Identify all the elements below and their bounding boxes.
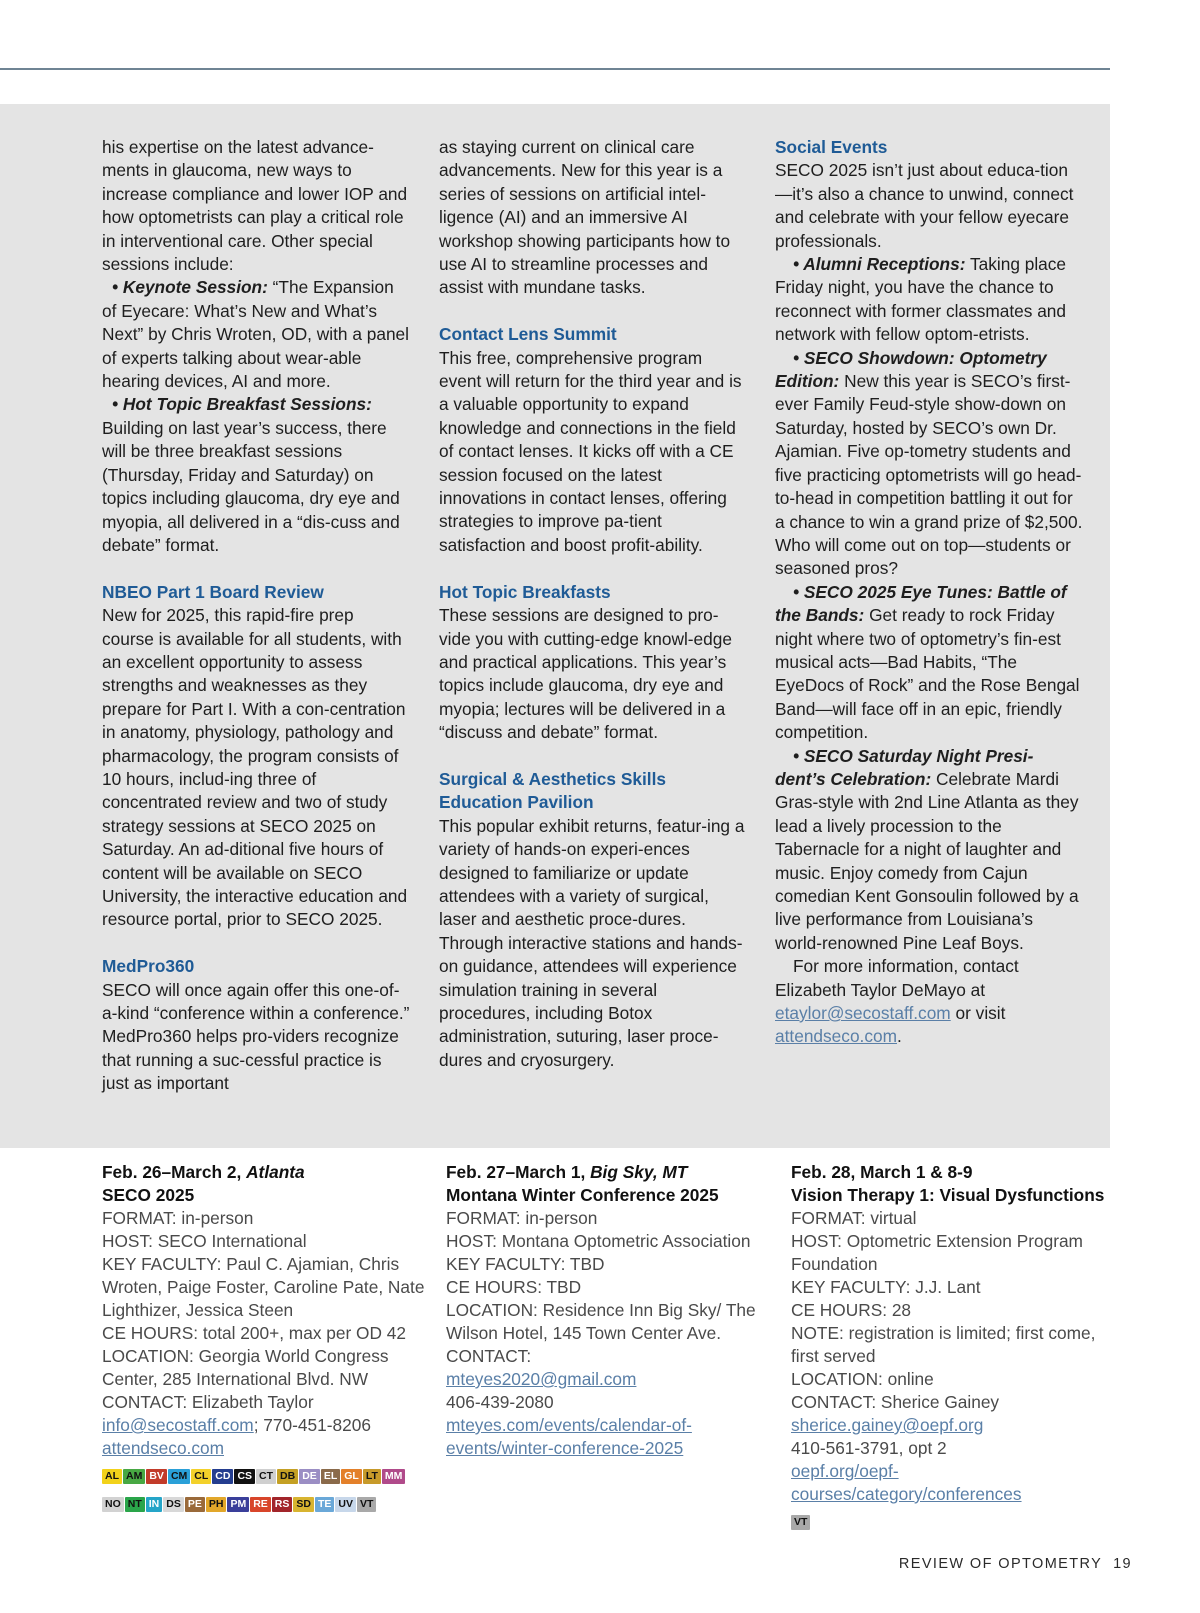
event-date: Feb. 28, March 1 & 8-9 [791, 1162, 973, 1182]
keynote-text: “The Expansion of Eyecare: What’s New and What’s Next” by Chris Wroten, OD, with a panel of experts talking about wear-able hearing devices, AI and more. [102, 277, 410, 392]
article-column-1 [102, 136, 410, 1096]
specialty-badge-am: AM [123, 1469, 145, 1484]
specialty-badge-no: NO [102, 1497, 124, 1512]
hot-topic-paragraph: These sessions are designed to pro-vide you with cutting-edge knowl-edge and practical applications. This year’s topics include glaucoma, dry eye and myopia; lectures will be delivered in a “discuss and debate” format. [439, 605, 732, 743]
breakfast-lead: • Hot Topic Breakfast Sessions: [112, 394, 372, 415]
specialty-badge-cl: CL [191, 1469, 211, 1484]
event-ce-hours: CE HOURS: TBD [446, 1277, 582, 1297]
event-title: Montana Winter Conference 2025 [446, 1185, 719, 1205]
specialty-badge-db: DB [277, 1469, 298, 1484]
showdown-item [775, 347, 1083, 581]
specialty-badge-gl: GL [341, 1469, 362, 1484]
event-host: HOST: SECO International [102, 1231, 307, 1251]
event-place: Big Sky, MT [590, 1162, 688, 1182]
bands-item [775, 581, 1083, 745]
specialty-badges [102, 1462, 422, 1518]
event-site-link[interactable]: mteyes.com/events/calendar-of-events/winter-conference-2025 [446, 1415, 692, 1458]
event-host: HOST: Montana Optometric Association [446, 1231, 751, 1251]
event-host: HOST: Optometric Extension Program Foundation [791, 1231, 1083, 1274]
top-rule [0, 68, 1110, 70]
event-faculty: KEY FACULTY: TBD [446, 1254, 605, 1274]
event-location: LOCATION: Georgia World Congress Center, 285 International Blvd. NW [102, 1346, 389, 1389]
event-contact: CONTACT: Elizabeth Taylor [102, 1392, 314, 1412]
hot-topic-heading: Hot Topic Breakfasts [439, 581, 611, 602]
medpro-heading: MedPro360 [102, 956, 195, 977]
event-format: FORMAT: in-person [446, 1208, 598, 1228]
specialty-badge-vt: VT [357, 1497, 376, 1512]
medpro-paragraph: SECO will once again offer this one-of-a-kind “conference within a conference.” MedPro360 helps pro-viders recognize that running a suc-cessful practice is just as important [102, 979, 410, 1094]
article-column-3 [775, 136, 1083, 1049]
presidents-lead: • SECO Saturday Night Presi-dent’s Celebration: [775, 745, 1034, 789]
specialty-badge-pm: PM [227, 1497, 249, 1512]
info-text: For more information, contact Elizabeth Taylor DeMayo at [775, 956, 1019, 1000]
event-note: NOTE: registration is limited; first come, first served [791, 1323, 1096, 1366]
specialty-badge-sd: SD [293, 1497, 314, 1512]
specialty-badge-ct: CT [256, 1469, 276, 1484]
bands-lead: • SECO 2025 Eye Tunes: Battle of the Bands: [775, 581, 1067, 626]
event-phone: 410-561-3791, opt 2 [791, 1438, 947, 1458]
event-date [102, 1161, 432, 1184]
presidents-item [775, 745, 1083, 956]
event-site-link[interactable]: oepf.org/oepf-courses/category/conferences [791, 1461, 1022, 1504]
event-date [446, 1161, 776, 1184]
info-mid: or visit [950, 1003, 1006, 1024]
event-location: LOCATION: online [791, 1369, 934, 1389]
nbeo-heading: NBEO Part 1 Board Review [102, 581, 324, 602]
alumni-text: Taking place Friday night, you have the chance to reconnect with former classmates and network with fellow optom-etrists. [775, 254, 1067, 345]
event-format: FORMAT: in-person [102, 1208, 254, 1228]
breakfast-item [102, 393, 410, 557]
specialty-badge-bv: BV [146, 1469, 167, 1484]
specialty-badge-al: AL [102, 1469, 122, 1484]
event-ce-hours: CE HOURS: total 200+, max per OD 42 [102, 1323, 406, 1343]
event-title: Vision Therapy 1: Visual Dysfunctions [791, 1185, 1105, 1205]
specialty-badges [791, 1508, 1111, 1536]
specialty-badge-cd: CD [212, 1469, 233, 1484]
info-site-link[interactable]: attendseco.com [775, 1026, 897, 1047]
specialty-badge-in: IN [146, 1497, 163, 1512]
specialty-badge-cs: CS [234, 1469, 255, 1484]
event-contact: CONTACT: Sherice Gainey [791, 1392, 1000, 1412]
specialty-badge-te: TE [315, 1497, 334, 1512]
social-paragraph: SECO 2025 isn’t just about educa-tion—it’s also a chance to unwind, connect and celebrate with your fellow eyecare professionals. [775, 160, 1074, 251]
surgical-paragraph: This popular exhibit returns, featur-ing a variety of hands-on experi-ences designed to familiarize or update attendees with a variety of surgical, laser and aesthetic proce-dures. Through interactive stations and hands-on guidance, attendees will experience simulation training in several procedures, including Botox administration, suturing, laser proce-dures and cryosurgery. [439, 815, 745, 1070]
event-faculty: KEY FACULTY: J.J. Lant [791, 1277, 981, 1297]
specialty-badge-cm: CM [168, 1469, 190, 1484]
event-date-text: Feb. 26–March 2, [102, 1162, 247, 1182]
showdown-lead: • SECO Showdown: Optometry Edition: [775, 347, 1047, 392]
social-heading: Social Events [775, 137, 888, 157]
specialty-badge-pe: PE [185, 1497, 205, 1512]
specialty-badge-ph: PH [206, 1497, 227, 1512]
event-listing-montana [446, 1161, 776, 1460]
specialty-badge-el: EL [321, 1469, 340, 1484]
event-email-link[interactable]: sherice.gainey@oepf.org [791, 1415, 984, 1435]
event-phone: ; 770-451-8206 [253, 1415, 371, 1435]
page-footer [899, 1556, 1132, 1572]
specialty-badge-vt: VT [791, 1515, 810, 1530]
event-place: Atlanta [246, 1162, 305, 1182]
nbeo-paragraph: New for 2025, this rapid-fire prep course is available for all students, with an excellent opportunity to assess strengths and weaknesses as they prepare for Part I. With a con-centration in anatomy, physiology, pathology and pharmacology, the program consists of 10 hours, includ-ing three of concentrated review and two of study strategy sessions at SECO 2025 on Saturday. An ad-ditional five hours of content will be available on SECO University, the interactive education and resource portal, prior to SECO 2025. [102, 605, 408, 930]
breakfast-text: Building on last year’s success, there will be three breakfast sessions (Thursday, Friday and Saturday) on topics including glaucoma, dry eye and myopia, all delivered in a “dis-cuss and debate” format. [102, 417, 400, 555]
presidents-text: Celebrate Mardi Gras-style with 2nd Line Atlanta as they lead a lively procession to the Tabernacle for a night of laughter and music. Enjoy comedy from Cajun comedian Kent Gonsoulin followed by a live performance from Louisiana’s world-renowned Pine Leaf Boys. [775, 768, 1079, 953]
event-location: LOCATION: Residence Inn Big Sky/ The Wilson Hotel, 145 Town Center Ave. [446, 1300, 756, 1343]
event-email-link[interactable]: info@secostaff.com [102, 1415, 254, 1435]
info-email-link[interactable]: etaylor@secostaff.com [775, 1003, 951, 1024]
bands-text: Get ready to rock Friday night where two of optometry’s fin-est musical acts—Bad Habits, “The EyeDocs of Rock” and the Rose Bengal Band—will face off in an epic, friendly competition. [775, 605, 1080, 743]
specialty-badge-re: RE [250, 1497, 271, 1512]
specialty-badge-lt: LT [363, 1469, 381, 1484]
event-faculty: KEY FACULTY: Paul C. Ajamian, Chris Wroten, Paige Foster, Caroline Pate, Nate Lighthizer, Jessica Steen [102, 1254, 425, 1320]
showdown-text: New this year is SECO’s first-ever Family Feud-style show-down on Saturday, hosted by SECO’s own Dr. Ajamian. Five op-tometry students and five practicing optometrists will go head-to-head in competition battling it out for a chance to win a grand prize of $2,500. Who will come out on top—students or seasoned pros? [775, 371, 1083, 579]
page-number: 19 [1113, 1556, 1132, 1572]
keynote-lead: • Keynote Session: [112, 277, 268, 298]
event-title: SECO 2025 [102, 1185, 195, 1205]
medpro-continued: as staying current on clinical care advancements. New for this year is a series of sessions on artificial intel-ligence (AI) and an immersive AI workshop showing participants how to use AI to streamline processes and assist with mundane tasks. [439, 137, 731, 298]
event-site-link[interactable]: attendseco.com [102, 1438, 224, 1458]
event-listing-vision-therapy [791, 1161, 1121, 1536]
event-date-text: Feb. 27–March 1, [446, 1162, 591, 1182]
surgical-heading-line-1: Surgical & Aesthetics Skills [439, 768, 666, 789]
magazine-name: REVIEW OF OPTOMETRY [898, 1556, 1103, 1572]
event-listing-seco [102, 1161, 432, 1518]
specialty-badge-ds: DS [163, 1497, 184, 1512]
keynote-item [102, 276, 410, 393]
event-phone: 406-439-2080 [446, 1392, 554, 1412]
info-paragraph [775, 955, 1083, 1049]
event-contact: CONTACT: [446, 1346, 532, 1366]
contact-lens-paragraph: This free, comprehensive program event will return for the third year and is a valuable opportunity to expand knowledge and connections in the field of contact lenses. It kicks off with a CE session focused on the latest innovations in contact lenses, offering strategies to improve pa-tient satisfaction and boost profit-ability. [439, 347, 742, 555]
alumni-lead: • Alumni Receptions: [793, 254, 966, 275]
contact-lens-heading: Contact Lens Summit [439, 324, 617, 345]
specialty-badge-mm: MM [382, 1469, 406, 1484]
specialty-badge-de: DE [299, 1469, 320, 1484]
event-format: FORMAT: virtual [791, 1208, 917, 1228]
event-ce-hours: CE HOURS: 28 [791, 1300, 912, 1320]
article-column-2 [439, 136, 747, 1072]
event-email-line [102, 1414, 432, 1437]
specialty-badge-rs: RS [272, 1497, 293, 1512]
intro-paragraph: his expertise on the latest advance-ments in glaucoma, new ways to increase compliance and lower IOP and how optometrists can play a critical role in interventional care. Other special sessions include: [102, 137, 408, 275]
info-end: . [897, 1026, 902, 1047]
specialty-badge-nt: NT [125, 1497, 145, 1512]
alumni-item [775, 253, 1083, 347]
specialty-badge-uv: UV [335, 1497, 356, 1512]
surgical-heading-line-2: Education Pavilion [439, 792, 594, 813]
event-email-link[interactable]: mteyes2020@gmail.com [446, 1369, 637, 1389]
